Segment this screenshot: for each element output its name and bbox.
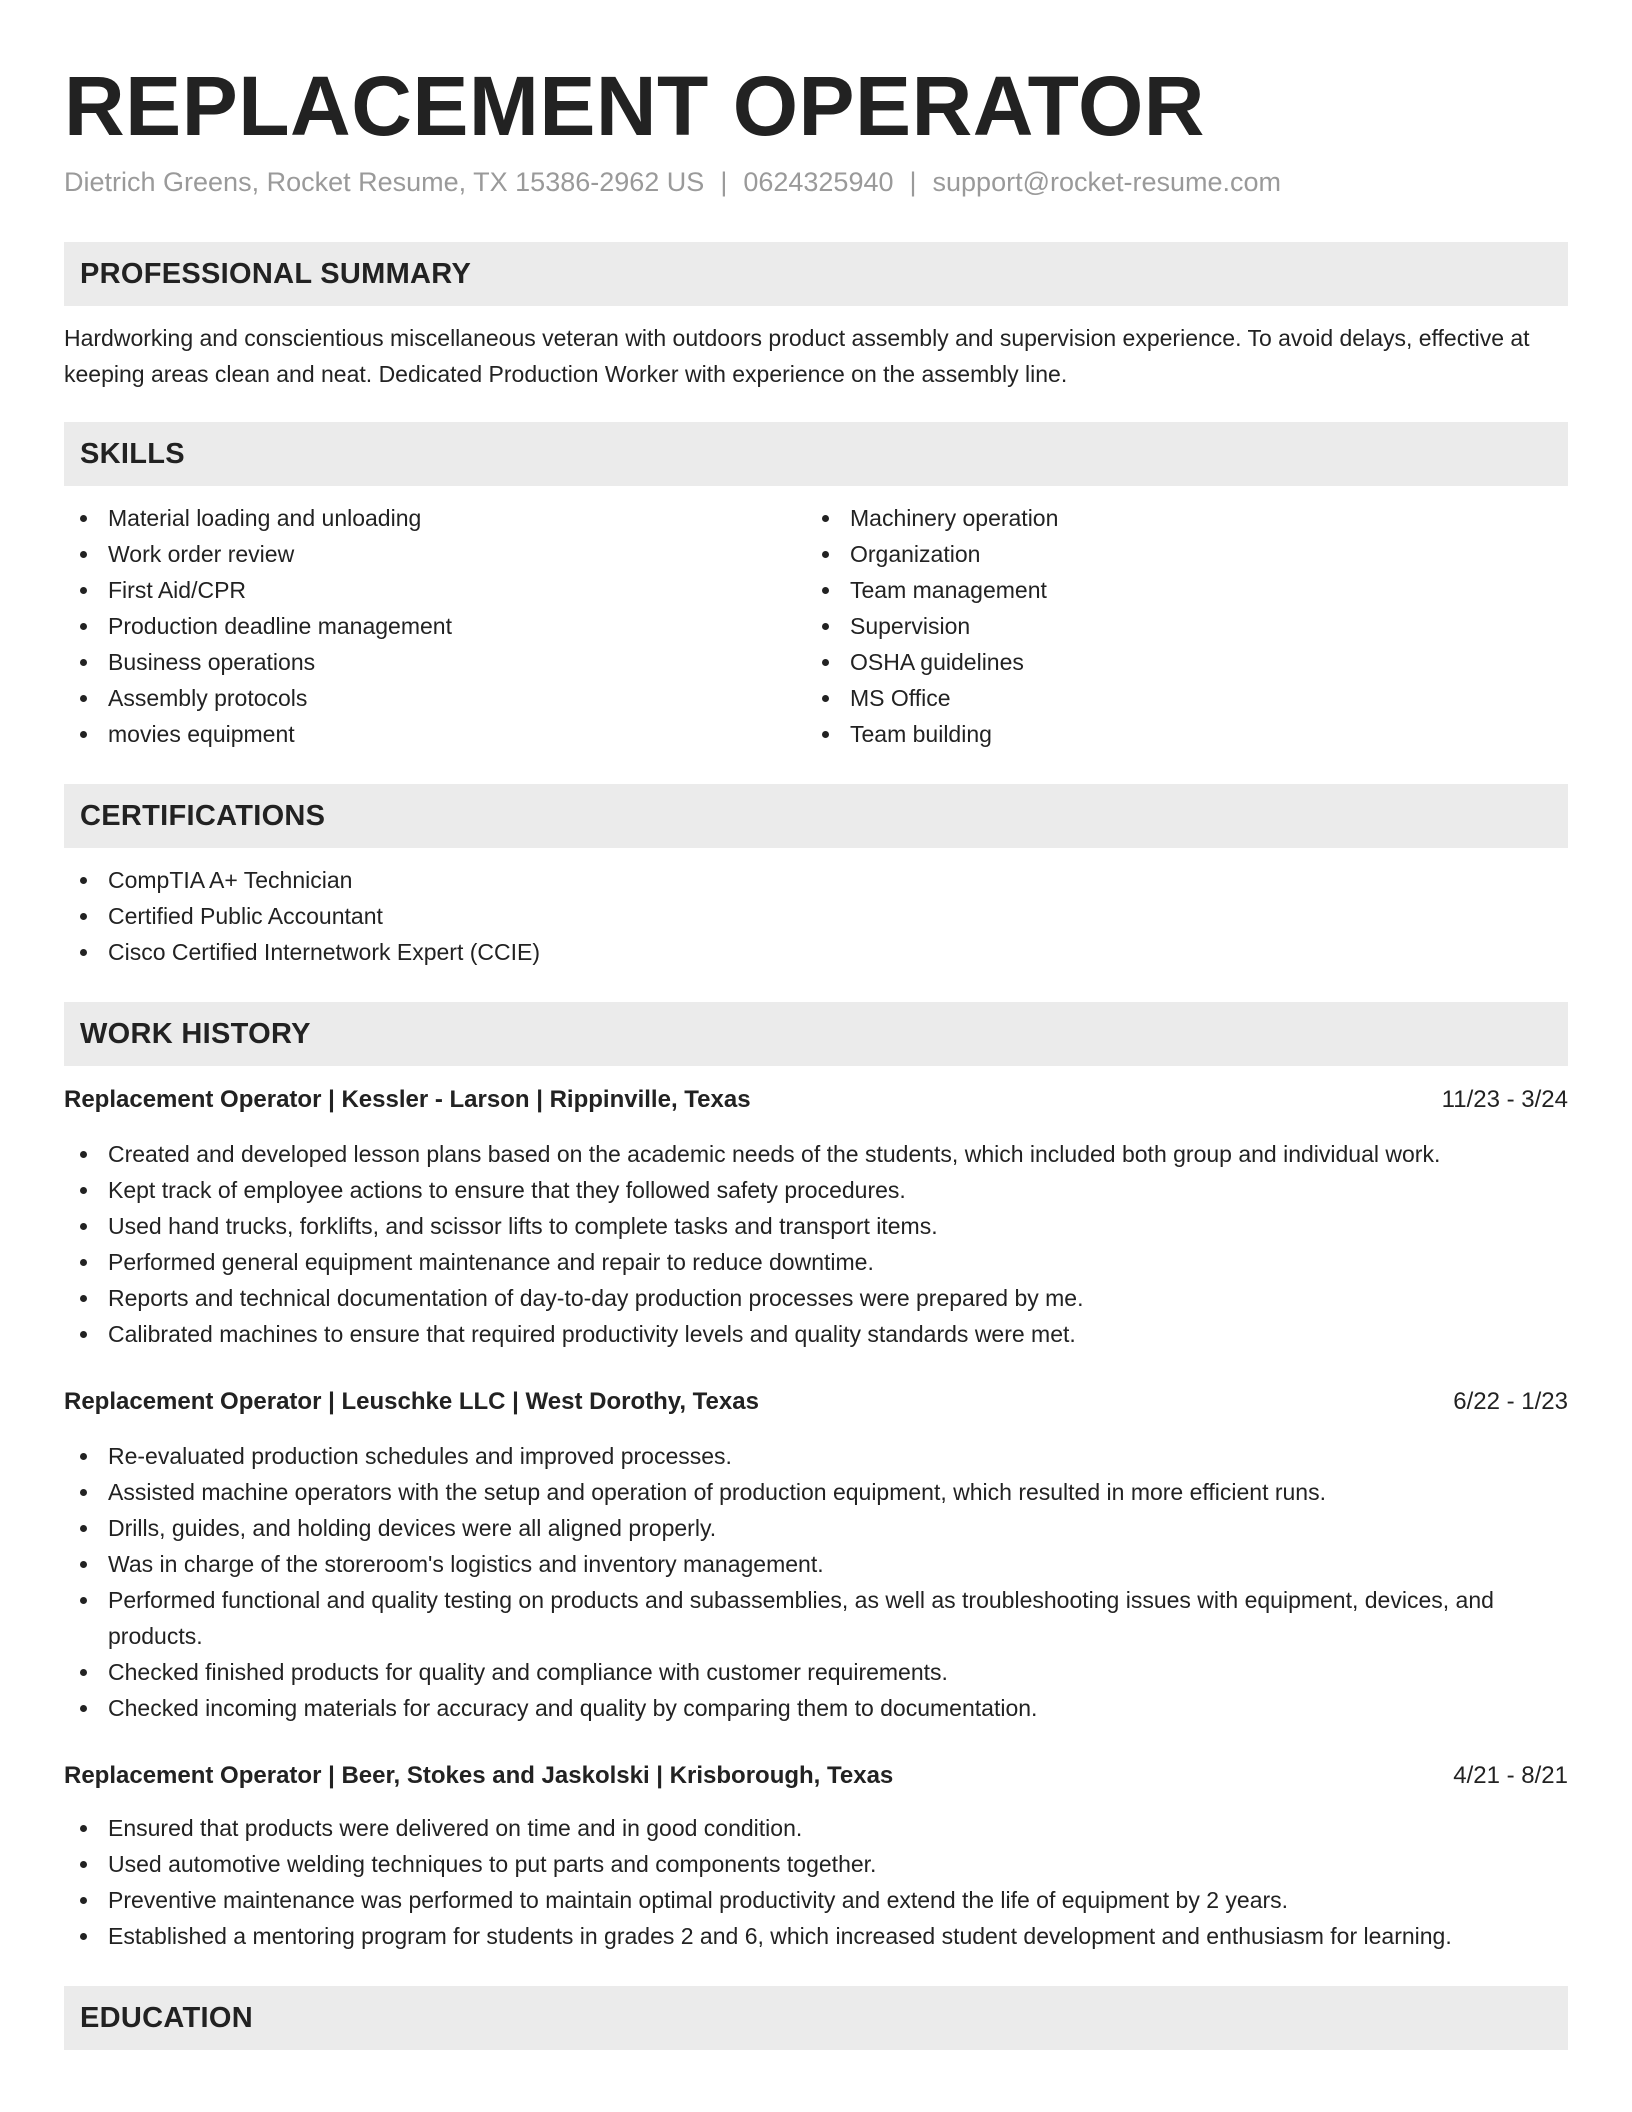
job-header bbox=[64, 1384, 1568, 1420]
job-bullet: Used automotive welding techniques to put parts and components together. bbox=[64, 1846, 1568, 1882]
job-dates: 11/23 - 3/24 bbox=[1441, 1086, 1568, 1113]
section-header-education: EDUCATION bbox=[64, 1986, 1568, 2050]
job-bullet: Created and developed lesson plans based on the academic needs of the students, which included both group and individual work. bbox=[64, 1136, 1568, 1172]
job-bullet: Preventive maintenance was performed to maintain optimal productivity and extend the life of equipment by 2 years. bbox=[64, 1882, 1568, 1918]
job-bullets bbox=[64, 1438, 1568, 1726]
job-bullet: Reports and technical documentation of day-to-day production processes were prepared by me. bbox=[64, 1280, 1568, 1316]
job-bullet: Was in charge of the storeroom's logistics and inventory management. bbox=[64, 1546, 1568, 1582]
job-entry bbox=[64, 1384, 1568, 1726]
skill-item: Assembly protocols bbox=[64, 680, 806, 716]
skill-item: Team building bbox=[806, 716, 1548, 752]
job-dates: 4/21 - 8/21 bbox=[1453, 1762, 1568, 1789]
job-dates: 6/22 - 1/23 bbox=[1453, 1388, 1568, 1415]
section-header-certifications: CERTIFICATIONS bbox=[64, 784, 1568, 848]
job-bullets bbox=[64, 1810, 1568, 1954]
skill-item: Organization bbox=[806, 536, 1548, 572]
skill-item: Production deadline management bbox=[64, 608, 806, 644]
job-title: Replacement Operator | Leuschke LLC | West Dorothy, Texas bbox=[64, 1388, 759, 1415]
skill-item: Work order review bbox=[64, 536, 806, 572]
resume-page bbox=[64, 0, 1568, 2050]
section-header-work-history: WORK HISTORY bbox=[64, 1002, 1568, 1066]
skills-list-left bbox=[64, 500, 806, 752]
summary-text: Hardworking and conscientious miscellaneous veteran with outdoors product assembly and supervision experience. To avoid delays, effective at keeping areas clean and neat. Dedicated Production Worker with experience on the assembly line. bbox=[64, 325, 1530, 387]
skill-item: Supervision bbox=[806, 608, 1548, 644]
job-bullet: Performed functional and quality testing on products and subassemblies, as well as troubleshooting issues with equipment, devices, and products. bbox=[64, 1582, 1568, 1654]
contact-phone: 0624325940 bbox=[743, 167, 894, 197]
certifications-list bbox=[64, 862, 1568, 970]
job-bullet: Assisted machine operators with the setup and operation of production equipment, which resulted in more efficient runs. bbox=[64, 1474, 1568, 1510]
job-bullets bbox=[64, 1136, 1568, 1352]
job-bullet: Used hand trucks, forklifts, and scissor lifts to complete tasks and transport items. bbox=[64, 1208, 1568, 1244]
job-bullet: Kept track of employee actions to ensure that they followed safety procedures. bbox=[64, 1172, 1568, 1208]
contact-separator: | bbox=[909, 167, 917, 197]
job-title: Replacement Operator | Beer, Stokes and Jaskolski | Krisborough, Texas bbox=[64, 1762, 894, 1789]
contact-email[interactable]: support@rocket-resume.com bbox=[932, 167, 1282, 197]
certification-item: Cisco Certified Internetwork Expert (CCIE) bbox=[64, 934, 1568, 970]
job-bullet: Drills, guides, and holding devices were all aligned properly. bbox=[64, 1510, 1568, 1546]
job-bullet: Calibrated machines to ensure that required productivity levels and quality standards were met. bbox=[64, 1316, 1568, 1352]
skill-item: Material loading and unloading bbox=[64, 500, 806, 536]
job-bullet: Checked incoming materials for accuracy and quality by comparing them to documentation. bbox=[64, 1690, 1568, 1726]
job-entry bbox=[64, 1758, 1568, 1954]
skill-item: movies equipment bbox=[64, 716, 806, 752]
skill-item: OSHA guidelines bbox=[806, 644, 1548, 680]
job-bullet: Performed general equipment maintenance and repair to reduce downtime. bbox=[64, 1244, 1568, 1280]
job-bullet: Ensured that products were delivered on time and in good condition. bbox=[64, 1810, 1568, 1846]
certification-item: CompTIA A+ Technician bbox=[64, 862, 1568, 898]
job-bullet: Re-evaluated production schedules and improved processes. bbox=[64, 1438, 1568, 1474]
section-header-skills: SKILLS bbox=[64, 422, 1568, 486]
job-entry bbox=[64, 1082, 1568, 1352]
contact-address: Dietrich Greens, Rocket Resume, TX 15386-2962 US bbox=[64, 167, 705, 197]
certification-item: Certified Public Accountant bbox=[64, 898, 1568, 934]
skills-columns bbox=[64, 500, 1568, 752]
job-bullet: Established a mentoring program for students in grades 2 and 6, which increased student development and enthusiasm for learning. bbox=[64, 1918, 1568, 1954]
contact-separator: | bbox=[720, 167, 728, 197]
skills-list-right bbox=[806, 500, 1548, 752]
skill-item: Team management bbox=[806, 572, 1548, 608]
job-bullet: Checked finished products for quality and compliance with customer requirements. bbox=[64, 1654, 1568, 1690]
skill-item: Machinery operation bbox=[806, 500, 1548, 536]
job-title: Replacement Operator | Kessler - Larson | Rippinville, Texas bbox=[64, 1086, 751, 1113]
skill-item: First Aid/CPR bbox=[64, 572, 806, 608]
resume-name: REPLACEMENT OPERATOR bbox=[64, 59, 1205, 153]
contact-line bbox=[64, 164, 1568, 200]
skill-item: Business operations bbox=[64, 644, 806, 680]
job-header bbox=[64, 1082, 1568, 1118]
job-header bbox=[64, 1758, 1568, 1794]
skill-item: MS Office bbox=[806, 680, 1548, 716]
section-header-summary: PROFESSIONAL SUMMARY bbox=[64, 242, 1568, 306]
